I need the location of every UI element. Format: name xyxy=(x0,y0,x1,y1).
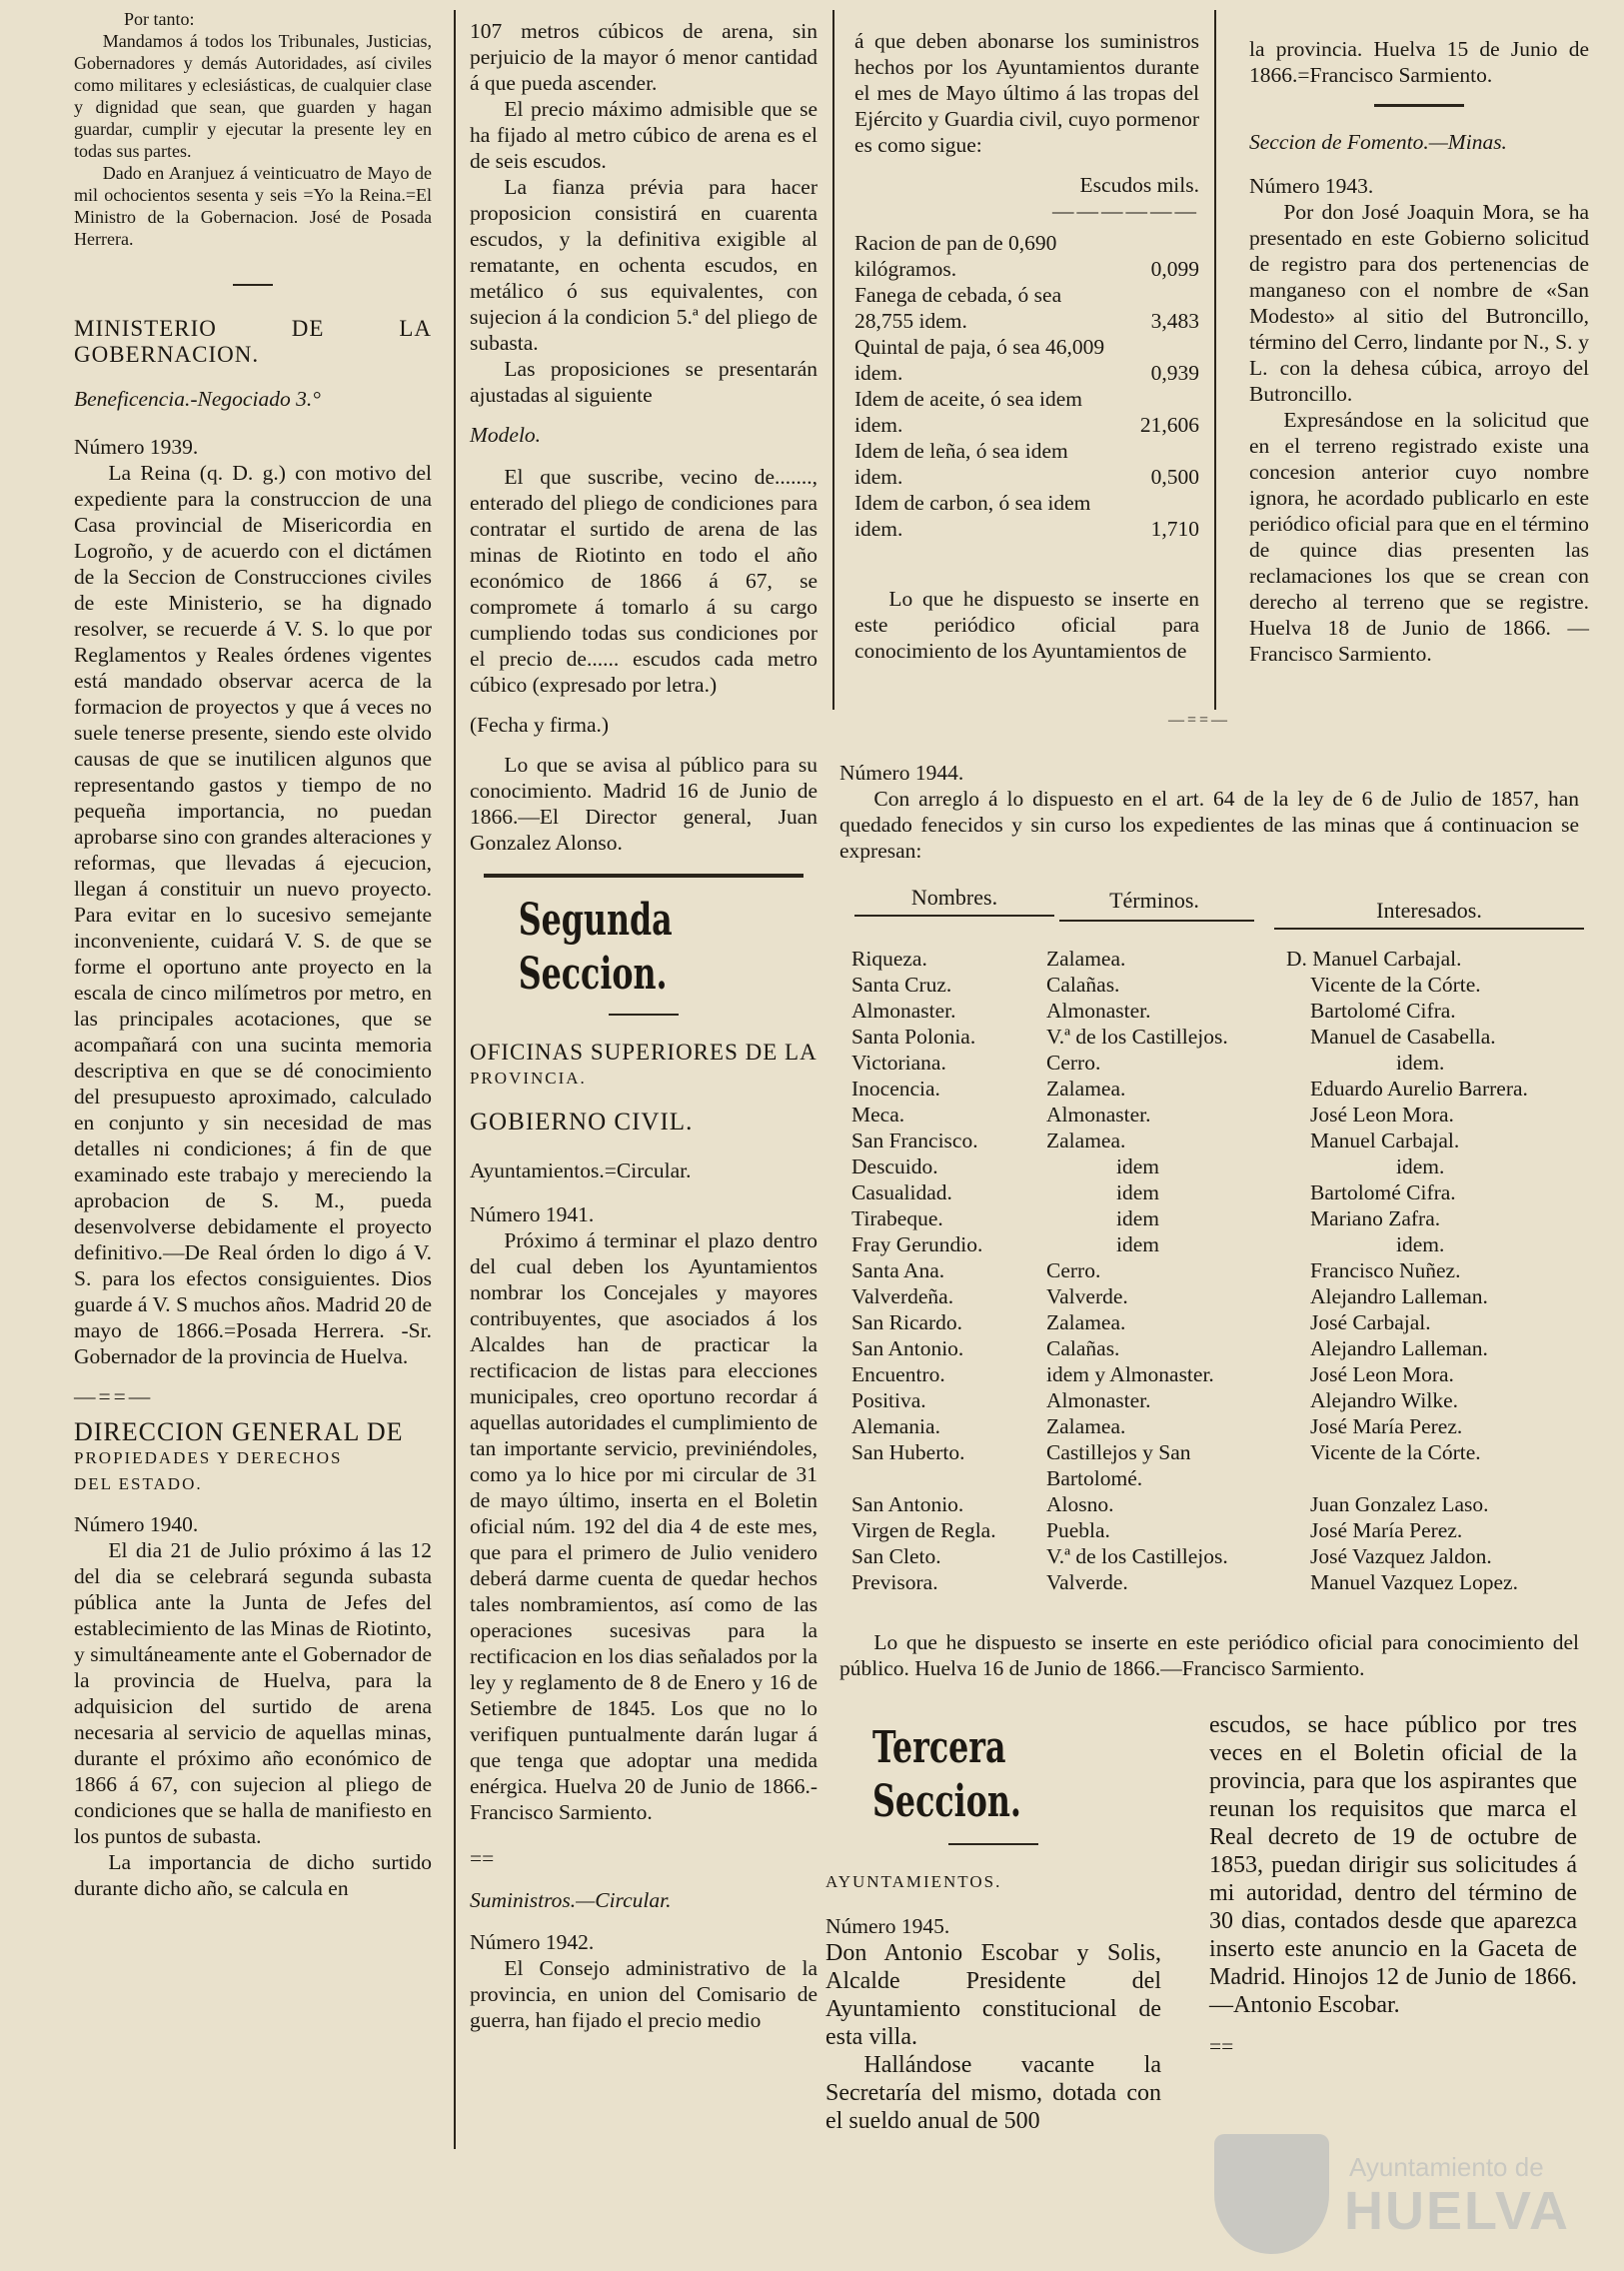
separator: —==— xyxy=(74,1384,154,1408)
mine-name: Riqueza. xyxy=(851,947,927,971)
text-col2-p4: Las proposiciones se presentarán ajustadas al siguiente xyxy=(470,357,817,407)
table-row xyxy=(851,1361,1591,1387)
table-row xyxy=(851,1257,1591,1283)
modelo-text: El que suscribe, vecino de......., enterado del pliego de condiciones para contratar el surtido de arena de las minas de Riotinto en todo el año económico de 1866 á 67, se compromete á tomarlo á su cargo cumpliendo todas sus condiciones por el precio de...... escudos cada metro cúbico (expresado por letra.) xyxy=(470,465,817,697)
column-2 xyxy=(470,18,817,2033)
table-row xyxy=(851,1387,1591,1413)
number-1943: Número 1943. xyxy=(1249,174,1374,198)
escudos-item-value: 21,606 xyxy=(1139,413,1199,437)
mine-termino: Valverde. xyxy=(1046,1570,1128,1594)
number-1942: Número 1942. xyxy=(470,1930,595,1954)
column-rule xyxy=(832,10,834,710)
mine-interesado: idem. xyxy=(1396,1051,1445,1075)
mine-termino: idem y Almonaster. xyxy=(1046,1362,1214,1386)
text-col3-p2: Lo que he dispuesto se inserte en este periódico oficial para conocimiento de los Ayuntamientos de xyxy=(854,587,1199,663)
mine-interesado: José María Perez. xyxy=(1310,1518,1463,1542)
text-col2-p6: Lo que se avisa al público para su conocimiento. Madrid 16 de Junio de 1866.—El Director general, Juan Gonzalez Alonso. xyxy=(470,753,817,855)
mine-interesado: José Carbajal. xyxy=(1310,1310,1431,1334)
mine-termino: idem xyxy=(1116,1180,1159,1204)
table-row xyxy=(851,1491,1591,1517)
oficinas-heading: OFICINAS SUPERIORES DE LA xyxy=(470,1040,817,1065)
mine-termino: Zalamea. xyxy=(1046,947,1126,971)
mine-interesado: Francisco Nuñez. xyxy=(1310,1258,1461,1282)
escudos-item-label: Fanega de cebada, ó sea 28,755 idem. xyxy=(854,283,1062,333)
table-row xyxy=(851,972,1591,998)
escudos-row xyxy=(854,230,1199,282)
text-1944-closing-block xyxy=(839,1629,1579,1681)
escudos-item-label: Idem de aceite, ó sea idem idem. xyxy=(854,387,1083,437)
mine-termino: V.ª de los Castillejos. xyxy=(1046,1025,1228,1049)
table-row xyxy=(851,1076,1591,1102)
mine-name: Descuido. xyxy=(851,1154,938,1178)
text-1939: La Reina (q. D. g.) con motivo del expediente para la construccion de una Casa provincial de Misericordia en Logroño, y de acuerdo con el dictámen de la Seccion de Construcciones civiles de este Ministerio, se ha dignado resolver, se recuerde á V. S. lo que por Reglamentos y Reales órdenes vigentes está mandado observar acerca de la formacion de proyectos y que á veces no suele tenerse presente, siendo este olvido causas de que se inutilicen algunos que representando gastos y tiempo de no pequeña importancia, no puedan aprobarse sino con grandes alteraciones y reformas, que llevadas á ejecucion, llegan á constituir un nuevo proyecto. Para evitar en lo sucesivo semejante inconveniente, cuidará V. S. de que se forme el oportuno ante proyecto en la escala de cinco milímetros por metro, en las principales acotaciones, que se acompañará con una sucinta memoria descriptiva en que se dé conocimiento del presupuesto aproximado, calculado en conjunto y sin necesidad de mas detalles ni condiciones; á fin de que examinado este trabajo y mereciendo la aprobacion de S. M., pueda desenvolverse debidamente el proyecto definitivo.—De Real órden lo digo á V. S. para los efectos consiguientes. Dios guarde á V. S muchos años. Madrid 20 de mayo de 1866.=Posada Herrera. -Sr. Gobernador de la provincia de Huelva. xyxy=(74,461,432,1368)
mine-interesado: Manuel de Casabella. xyxy=(1310,1025,1496,1049)
mine-name: San Antonio. xyxy=(851,1336,964,1360)
mine-name: San Antonio. xyxy=(851,1492,964,1516)
mine-interesado: Eduardo Aurelio Barrera. xyxy=(1310,1077,1528,1101)
coat-of-arms-icon xyxy=(1214,2134,1329,2254)
mine-name: Inocencia. xyxy=(851,1077,940,1101)
escudos-item-label: Racion de pan de 0,690 kilógramos. xyxy=(854,231,1057,281)
table-row xyxy=(851,1283,1591,1309)
number-1939: Número 1939. xyxy=(74,435,199,459)
table-row xyxy=(851,1335,1591,1361)
separator: —————— xyxy=(1052,199,1199,223)
number-1941: Número 1941. xyxy=(470,1202,595,1226)
decree-intro: Por tanto: xyxy=(124,9,195,29)
mine-interesado: José María Perez. xyxy=(1310,1414,1463,1438)
table-row xyxy=(851,1439,1591,1491)
mine-termino: idem xyxy=(1116,1154,1159,1178)
mine-termino: Calañas. xyxy=(1046,973,1120,997)
mine-name: Casualidad. xyxy=(851,1180,952,1204)
table-row xyxy=(851,1153,1591,1179)
mine-name: Valverdeña. xyxy=(851,1284,954,1308)
text-1945b: Hallándose vacante la Secretaría del mismo, dotada con el sueldo anual de 500 xyxy=(825,2052,1161,2134)
escudos-row xyxy=(854,334,1199,386)
mine-termino: Almonaster. xyxy=(1046,1388,1151,1412)
direccion-sub1: PROPIEDADES Y DERECHOS xyxy=(74,1448,343,1467)
watermark-line2: HUELVA xyxy=(1344,2181,1570,2241)
mine-termino: Castillejos y San Bartolomé. xyxy=(1046,1440,1191,1490)
mine-interesado: Manuel Vazquez Lopez. xyxy=(1310,1570,1518,1594)
text-col3-p1: á que deben abonarse los suministros hechos por los Ayuntamientos durante el mes de Mayo último á las tropas del Ejército y Guardia civil, cuyo pormenor es como sigue: xyxy=(854,29,1199,157)
mine-interesado: Bartolomé Cifra. xyxy=(1310,999,1456,1023)
mine-name: Santa Polonia. xyxy=(851,1025,976,1049)
mine-name: San Ricardo. xyxy=(851,1310,963,1334)
table-row xyxy=(851,1050,1591,1076)
mine-termino: idem xyxy=(1116,1232,1159,1256)
escudos-item-value: 3,483 xyxy=(1150,309,1199,333)
column-3 xyxy=(854,28,1199,664)
text-col2-p1: 107 metros cúbicos de arena, sin perjuicio de la mayor ó menor cantidad á que pueda ascender. xyxy=(470,19,817,95)
mine-name: Alemania. xyxy=(851,1414,940,1438)
mine-name: San Cleto. xyxy=(851,1544,941,1568)
header-nombres: Nombres. xyxy=(910,885,998,910)
text-1942: El Consejo administrativo de la provincia, en union del Comisario de guerra, han fijado el precio medio xyxy=(470,1956,817,2032)
mine-name: Tirabeque. xyxy=(851,1206,943,1230)
mine-termino: Almonaster. xyxy=(1046,1103,1151,1127)
table-row xyxy=(851,1205,1591,1231)
number-1940: Número 1940. xyxy=(74,1512,199,1536)
mine-termino: Zalamea. xyxy=(1046,1310,1126,1334)
ayuntamientos-heading: AYUNTAMIENTOS. xyxy=(825,1872,1002,1891)
table-rule xyxy=(854,915,1054,917)
mine-name: Santa Ana. xyxy=(851,1258,945,1282)
mine-name: Fray Gerundio. xyxy=(851,1232,983,1256)
segunda-seccion-title: Segunda Seccion. xyxy=(518,895,673,1000)
header-terminos: Términos. xyxy=(1109,888,1199,913)
mine-interesado: D. Manuel Carbajal. xyxy=(1286,947,1462,971)
table-row xyxy=(851,1413,1591,1439)
header-interesados: Interesados. xyxy=(1376,898,1482,923)
gobierno-civil-heading: GOBIERNO CIVIL. xyxy=(470,1109,694,1136)
escudos-row xyxy=(854,282,1199,334)
mine-termino: Puebla. xyxy=(1046,1518,1110,1542)
escudos-item-value: 0,099 xyxy=(1150,257,1199,281)
escudos-item-label: Idem de leña, ó sea idem idem. xyxy=(854,439,1068,489)
text-col2-p2: El precio máximo admisible que se ha fijado al metro cúbico de arena es el de seis escudos. xyxy=(470,97,817,173)
direccion-sub2: DEL ESTADO. xyxy=(74,1474,203,1493)
ministerio-heading: MINISTERIO DE LA GOBERNACION. xyxy=(74,316,432,367)
modelo-heading: Modelo. xyxy=(470,423,542,447)
column-rule xyxy=(454,10,456,2149)
mine-termino: Alosno. xyxy=(1046,1492,1114,1516)
text-1941: Próximo á terminar el plazo dentro del cual deben los Ayuntamientos nombrar los Concejales y mayores contribuyentes, que asociados á los Alcaldes han de practicar la rectificacion de listas para elecciones municipales, creo oportuno recordar á aquellas autoridades el cumplimiento de tan importante servicio, previniéndoles, como ya lo hice por mi circular de 31 de mayo último, inserta en el Boletin oficial núm. 192 del dia 4 de este mes, que para el primero de Julio venidero deberá darme cuenta de quedar hechos tales nombramientos, así como de las operaciones sucesivas para la rectificacion en los dias señalados por la ley y reglamento de 8 de Enero y 16 de Setiembre de 1845. Los que no lo verifiquen puntualmente darán lugar á que tenga que adoptar una medida enérgica. Huelva 20 de Junio de 1866.-Francisco Sarmiento. xyxy=(470,1228,817,1824)
mine-termino: Calañas. xyxy=(1046,1336,1120,1360)
mine-termino: Zalamea. xyxy=(1046,1414,1126,1438)
mine-termino: Zalamea. xyxy=(1046,1077,1126,1101)
mine-termino: idem xyxy=(1116,1206,1159,1230)
number-1944-block xyxy=(839,760,1579,864)
mine-interesado: Manuel Carbajal. xyxy=(1310,1129,1460,1152)
mine-name: Almonaster. xyxy=(851,999,956,1023)
mine-termino: Valverde. xyxy=(1046,1284,1128,1308)
table-row xyxy=(851,1179,1591,1205)
mine-interesado: José Vazquez Jaldon. xyxy=(1310,1544,1492,1568)
table-row xyxy=(851,1024,1591,1050)
watermark-line1: Ayuntamiento de xyxy=(1349,2152,1544,2182)
text-1944-closing: Lo que he dispuesto se inserte en este periódico oficial para conocimiento del público. Huelva 16 de Junio de 1866.—Francisco Sarmiento. xyxy=(839,1630,1579,1680)
mine-name: San Francisco. xyxy=(851,1129,978,1152)
escudos-row xyxy=(854,490,1199,542)
tercera-continued xyxy=(1209,1711,1577,2059)
direccion-heading: DIRECCION GENERAL DE xyxy=(74,1417,404,1446)
mine-name: Meca. xyxy=(851,1103,905,1127)
mine-termino: Cerro. xyxy=(1046,1051,1101,1075)
fecha-firma: (Fecha y firma.) xyxy=(470,713,610,737)
table-row xyxy=(851,1517,1591,1543)
mine-name: Santa Cruz. xyxy=(851,973,952,997)
ayuntamiento-huelva-watermark xyxy=(1204,2134,1570,2254)
mine-termino: Almonaster. xyxy=(1046,999,1151,1023)
table-row xyxy=(851,1569,1591,1595)
mine-interesado: Vicente de la Córte. xyxy=(1310,1440,1481,1464)
mine-interesado: Alejandro Lalleman. xyxy=(1310,1284,1488,1308)
number-1945: Número 1945. xyxy=(825,1914,950,1938)
mine-interesado: José Leon Mora. xyxy=(1310,1362,1454,1386)
column-4 xyxy=(1249,36,1589,667)
table-row xyxy=(851,1543,1591,1569)
mine-name: Encuentro. xyxy=(851,1362,945,1386)
decree-text: Mandamos á todos los Tribunales, Justicias, Gobernadores y demás Autoridades, así civiles como militares y eclesiásticas, de cualquier clase y dignidad que sean, que guarden y hagan guardar, cumplir y ejecutar la presente ley en todas sus partes. xyxy=(74,31,432,161)
table-row xyxy=(851,1102,1591,1128)
text-1940a: El dia 21 de Julio próximo á las 12 del dia se celebrará segunda subasta pública ante la Junta de Jefes del establecimiento de las Minas de Riotinto, y simultáneamente ante el Gobernador de la provincia de Huelva, para la adquisicion del surtido de arena necesaria al servicio de aquellas minas, durante el próximo año económico de 1866 á 67, con sujecion al pliego de condiciones que se halla de manifiesto en los puntos de subasta. xyxy=(74,1538,432,1848)
text-1940b: La importancia de dicho surtido durante dicho año, se calcula en xyxy=(74,1850,432,1900)
escudos-item-label: Idem de carbon, ó sea idem idem. xyxy=(854,491,1091,541)
mine-name: Previsora. xyxy=(851,1570,938,1594)
text-col2-p3: La fianza prévia para hacer proposicion consistirá en cuarenta escudos, y la definitiva exigible al rematante, en ochenta escudos, en metálico ó sus equivalentes, con sujecion á la condicion 5.ª del pliego de subasta. xyxy=(470,175,817,355)
text-1945c: escudos, se hace público por tres veces en el Boletin oficial de la provincia, para que los aspirantes que reunan los requisitos que marca el Real decreto de 19 de octubre de 1853, puedan dirigir sus solicitudes á mi autoridad, dentro del término de 30 dias, contados desde que aparezca inserto este anuncio en la Gaceta de Madrid. Hinojos 12 de Junio de 1866.—Antonio Escobar. xyxy=(1209,1712,1577,2018)
mine-interesado: idem. xyxy=(1396,1154,1445,1178)
separator: —==— xyxy=(1167,712,1231,729)
table-row xyxy=(851,998,1591,1024)
mine-interesado: José Leon Mora. xyxy=(1310,1103,1454,1127)
mine-interesado: Bartolomé Cifra. xyxy=(1310,1180,1456,1204)
escudos-item-value: 0,939 xyxy=(1150,361,1199,385)
table-row xyxy=(851,1128,1591,1153)
decree-signature: Dado en Aranjuez á veinticuatro de Mayo de mil ochocientos sesenta y seis =Yo la Reina.=El Ministro de la Gobernacion. José de Posada Herrera. xyxy=(74,163,432,249)
escudos-list xyxy=(854,230,1199,542)
mine-interesado: idem. xyxy=(1396,1232,1445,1256)
mine-name: San Huberto. xyxy=(851,1440,965,1464)
column-1 xyxy=(74,8,432,1901)
text-1945a: Don Antonio Escobar y Solis, Alcalde Presidente del Ayuntamiento constitucional de esta villa. xyxy=(825,1940,1161,2050)
mine-termino: Zalamea. xyxy=(1046,1129,1126,1152)
mine-interesado: Alejandro Wilke. xyxy=(1310,1388,1459,1412)
mine-name: Positiva. xyxy=(851,1388,926,1412)
escudos-row xyxy=(854,438,1199,490)
mine-name: Victoriana. xyxy=(851,1051,946,1075)
text-1943a: Por don José Joaquin Mora, se ha presentado en este Gobierno solicitud de registro para dos pertenencias de manganeso con el nombre de «San Modesto» al sitio del Butroncillo, término del Cerro, lindante por N., S. y L. con la dehesa cúbica, arroyo del Butroncillo. xyxy=(1249,200,1589,406)
mine-interesado: Alejandro Lalleman. xyxy=(1310,1336,1488,1360)
mine-interesado: Vicente de la Córte. xyxy=(1310,973,1481,997)
table-rule xyxy=(1274,928,1584,930)
separator: == xyxy=(470,1846,495,1870)
mine-termino: Cerro. xyxy=(1046,1258,1101,1282)
table-row xyxy=(851,1231,1591,1257)
suministros-heading: Suministros.—Circular. xyxy=(470,1888,672,1912)
table-row xyxy=(851,1309,1591,1335)
end-separator: == xyxy=(1209,2034,1234,2058)
table-rule xyxy=(1059,920,1254,922)
column-rule xyxy=(1214,10,1216,710)
table-row xyxy=(851,946,1591,972)
provincia-heading: PROVINCIA. xyxy=(470,1069,587,1088)
escudos-item-label: Quintal de paja, ó sea 46,009 idem. xyxy=(854,335,1105,385)
text-1943b: Expresándose en la solicitud que en el terreno registrado existe una concesion anterior cuyo nombre ignora, he acordado publicarlo en este periódico oficial para que en el término de quince dias presenten las reclamaciones los que se crean con derecho al terreno que se registre. Huelva 18 de Junio de 1866. — Francisco Sarmiento. xyxy=(1249,408,1589,666)
mine-interesado: Mariano Zafra. xyxy=(1310,1206,1441,1230)
tercera-seccion-title: Tercera Seccion. xyxy=(872,1722,1021,1827)
tercera-block xyxy=(825,1721,1161,2135)
beneficencia-heading: Beneficencia.-Negociado 3.° xyxy=(74,387,321,411)
text-1944-intro: Con arreglo á lo dispuesto en el art. 64 de la ley de 6 de Julio de 1857, han quedado fenecidos y sin curso los expedientes de las minas que á continuacion se expresan: xyxy=(839,787,1579,863)
mine-termino: V.ª de los Castillejos. xyxy=(1046,1544,1228,1568)
escudos-label: Escudos mils. xyxy=(1079,173,1199,197)
number-1944: Número 1944. xyxy=(839,761,964,785)
text-col4-p1: la provincia. Huelva 15 de Junio de 1866.=Francisco Sarmiento. xyxy=(1249,37,1589,87)
escudos-row xyxy=(854,386,1199,438)
fomento-heading: Seccion de Fomento.—Minas. xyxy=(1249,130,1507,154)
escudos-item-value: 1,710 xyxy=(1150,517,1199,541)
escudos-item-value: 0,500 xyxy=(1150,465,1199,489)
mines-table xyxy=(851,946,1591,1595)
mine-name: Virgen de Regla. xyxy=(851,1518,996,1542)
ayuntamientos-circular: Ayuntamientos.=Circular. xyxy=(470,1158,692,1182)
mine-interesado: Juan Gonzalez Laso. xyxy=(1310,1492,1489,1516)
